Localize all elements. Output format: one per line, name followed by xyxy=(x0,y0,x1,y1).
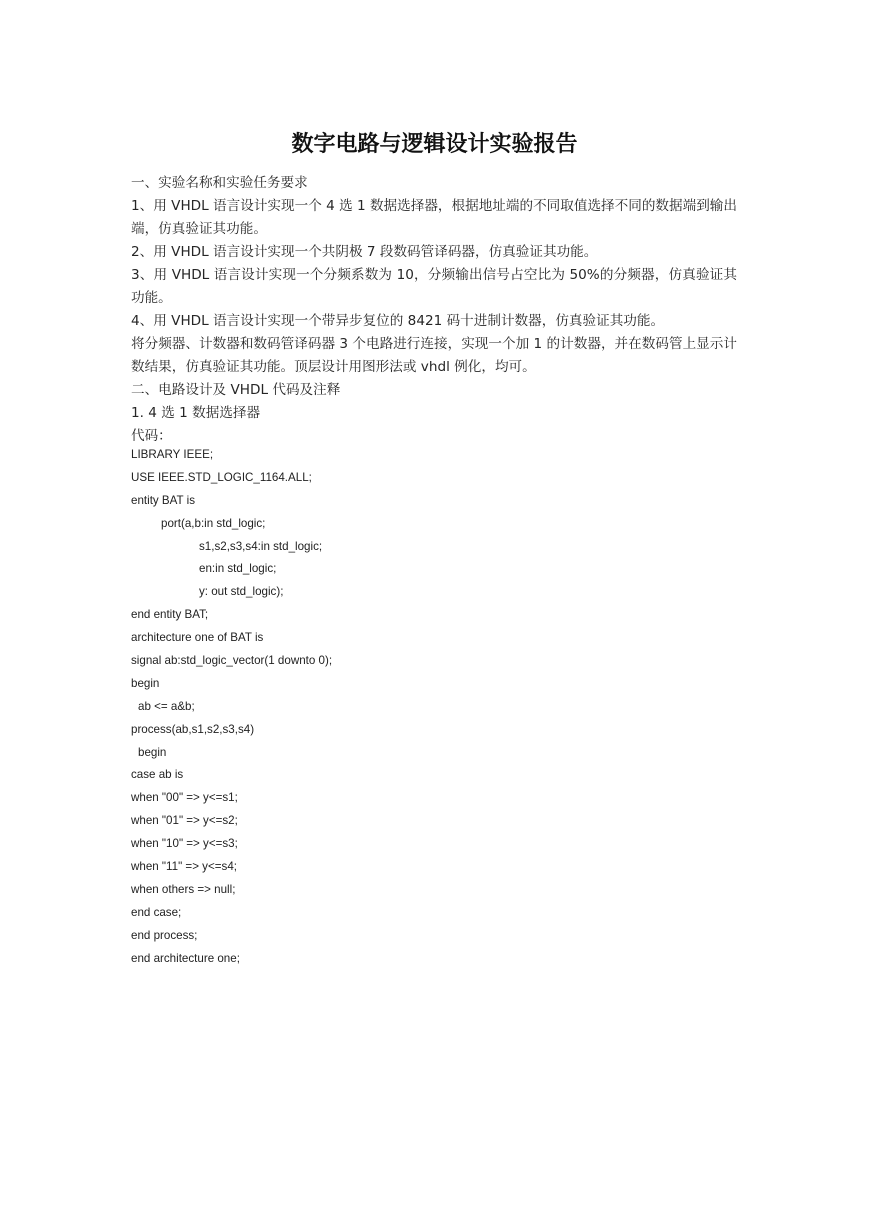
code-line: when "11" => y<=s4; xyxy=(131,860,237,874)
task-item-4: 4、用 VHDL 语言设计实现一个带异步复位的 8421 码十进制计数器，仿真验证其功能。 xyxy=(131,313,665,329)
code-line: when others => null; xyxy=(131,882,236,896)
code-line: process(ab,s1,s2,s3,s4) xyxy=(131,722,255,736)
code-line: architecture one of BAT is xyxy=(131,631,264,645)
code-line: signal ab:std_logic_vector(1 downto 0); xyxy=(131,654,333,668)
subsection-heading-mux: 1. 4 选 1 数据选择器 xyxy=(131,405,261,421)
code-line: end process; xyxy=(131,928,198,942)
code-line: ab <= a&b; xyxy=(138,699,195,713)
section-heading-design: 二、电路设计及 VHDL 代码及注释 xyxy=(131,382,341,398)
code-line: begin xyxy=(131,676,160,690)
document-title: 数字电路与逻辑设计实验报告 xyxy=(291,132,578,157)
code-line: s1,s2,s3,s4:in std_logic; xyxy=(199,539,323,553)
code-line: USE IEEE.STD_LOGIC_1164.ALL; xyxy=(131,470,312,484)
code-line: en:in std_logic; xyxy=(199,562,277,576)
code-line: LIBRARY IEEE; xyxy=(131,448,214,461)
task-item-1: 1、用 VHDL 语言设计实现一个 4 选 1 数据选择器，根据地址端的不同取值选择不同的数据端到输出端，仿真验证其功能。 xyxy=(131,198,737,237)
code-line: when "00" => y<=s1; xyxy=(131,791,238,805)
task-item-2: 2、用 VHDL 语言设计实现一个共阴极 7 段数码管译码器，仿真验证其功能。 xyxy=(131,244,598,260)
code-line: case ab is xyxy=(131,768,184,782)
task-item-3: 3、用 VHDL 语言设计实现一个分频系数为 10，分频输出信号占空比为 50%的分频器，仿真验证其功能。 xyxy=(131,267,737,306)
code-line: end architecture one; xyxy=(131,951,240,965)
code-line: begin xyxy=(138,745,167,759)
code-label: 代码： xyxy=(131,428,172,444)
section-heading-task: 一、实验名称和实验任务要求 xyxy=(131,175,308,191)
code-line: when "10" => y<=s3; xyxy=(131,837,238,851)
code-line: end entity BAT; xyxy=(131,608,209,622)
code-line: when "01" => y<=s2; xyxy=(131,814,238,828)
code-line: port(a,b:in std_logic; xyxy=(161,516,266,530)
code-line: end case; xyxy=(131,905,182,919)
task-item-5: 将分频器、计数器和数码管译码器 3 个电路进行连接，实现一个加 1 的计数器，并在数码管上显示计数结果，仿真验证其功能。顶层设计用图形法或 vhdl 例化，均可。 xyxy=(131,336,737,375)
code-block xyxy=(131,444,737,970)
document-body xyxy=(131,172,737,448)
code-line: entity BAT is xyxy=(131,493,196,507)
code-line: y: out std_logic); xyxy=(199,585,284,599)
